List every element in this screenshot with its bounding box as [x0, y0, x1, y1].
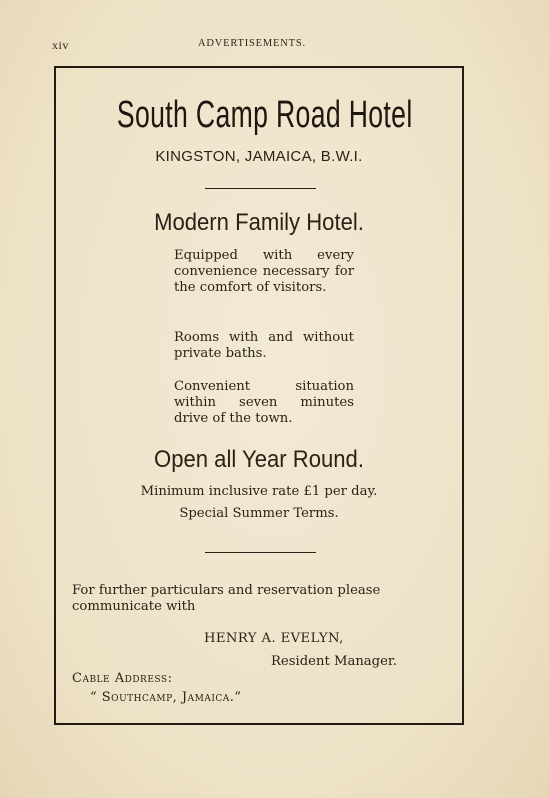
hotel-name: South Camp Road Hotel [116, 94, 413, 136]
manager-name: HENRY A. EVELYN, [204, 631, 344, 646]
divider-rule [205, 188, 316, 189]
divider-rule [205, 552, 316, 553]
location-paragraph: Convenient situation within seven minutes drive of the town. [174, 379, 354, 426]
running-head [52, 38, 472, 54]
subheading: Modern Family Hotel. [154, 209, 364, 236]
cable-address-label: Cable Address: [72, 671, 173, 686]
advertisement-frame [54, 66, 464, 725]
contact-text: For further particulars and reservation please communicate with [72, 583, 381, 614]
amenities-paragraph: Equipped with every convenience necessary for the comfort of visitors. [174, 248, 354, 295]
manager-role: Resident Manager. [271, 654, 397, 669]
rate-text: Minimum inclusive rate £1 per day. [140, 484, 378, 499]
rooms-paragraph: Rooms with and without private baths. [174, 330, 354, 361]
open-heading: Open all Year Round. [154, 446, 364, 473]
page-number: xiv [52, 38, 69, 52]
section-title: ADVERTISEMENTS. [198, 38, 306, 49]
terms-text: Special Summer Terms. [179, 506, 339, 521]
hotel-location: KINGSTON, JAMAICA, B.W.I. [155, 148, 363, 165]
cable-address-value: “ Southcamp, Jamaica.” [90, 690, 242, 705]
